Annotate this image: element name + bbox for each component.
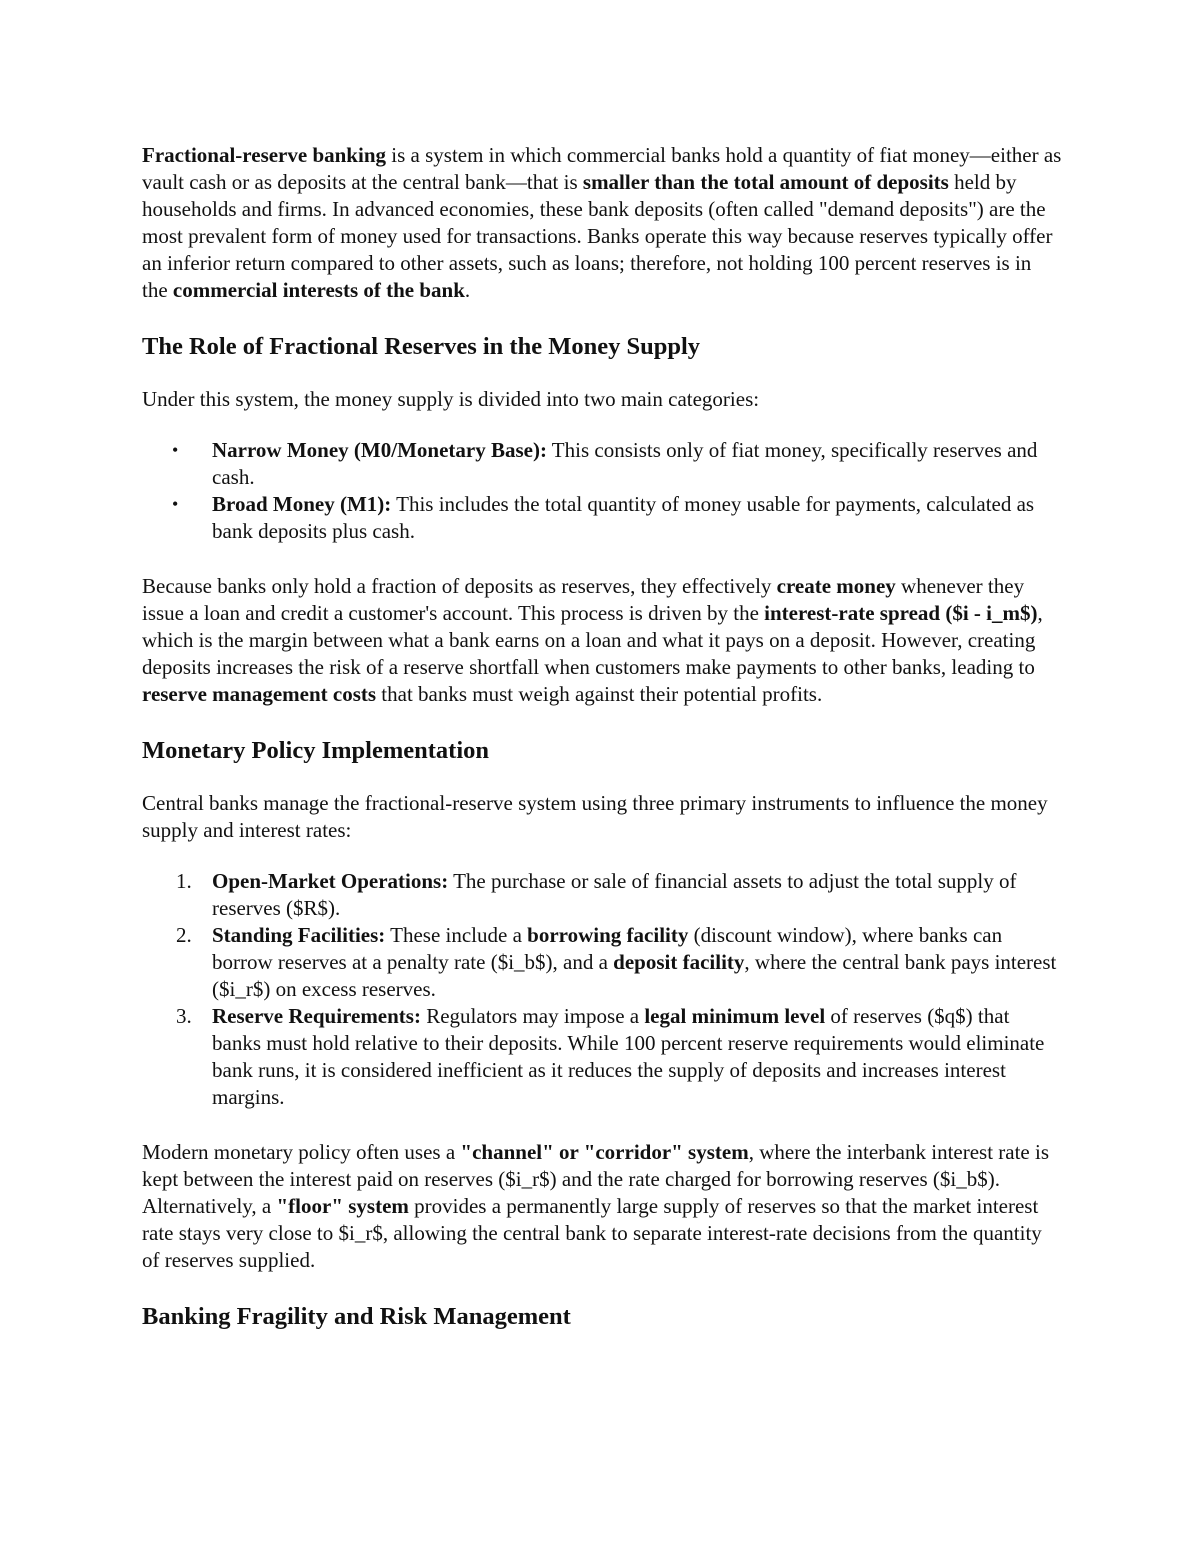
list-item-open-market: 1. Open-Market Operations: The purchase or sale of financial assets to adjust the total supply of reserves ($R$).	[176, 869, 1017, 920]
bullet-icon: •	[172, 494, 179, 514]
bullet-icon: •	[172, 440, 179, 460]
corridor-floor-paragraph: Modern monetary policy often uses a "channel" or "corridor" system, where the interbank interest rate is kept between the interest paid on reserves ($i_r$) and the rate charged for borrowing reserves ($i_b$). Alternatively, a "floor" system provides a permanently large supply of reserves so that the market interest rate stays very close to $i_r$, allowing the central bank to separate interest-rate decisions from the quantity of reserves supplied.	[142, 1140, 1050, 1272]
list-item-reserve-requirements: 3. Reserve Requirements: Regulators may impose a legal minimum level of reserves ($q$) that banks must hold relative to their deposits. While 100 percent reserve requirements would eliminate bank runs, it is considered inefficient as it reduces the supply of deposits and increases interest margins.	[176, 1004, 1045, 1109]
money-creation-paragraph: Because banks only hold a fraction of deposits as reserves, they effectively create money whenever they issue a loan and credit a customer's account. This process is driven by the interest-rate spread ($i - i_m$), which is the margin between what a bank earns on a loan and what it pays on a deposit. However, creating deposits increases the risk of a reserve shortfall when customers make payments to other banks, leading to reserve management costs that banks must weigh against their potential profits.	[142, 574, 1043, 706]
list-item-standing-facilities: 2. Standing Facilities: These include a borrowing facility (discount window), where banks can borrow reserves at a penalty rate ($i_b$), and a deposit facility, where the central bank pays interest ($i_r$) on excess reserves.	[176, 923, 1057, 1001]
money-supply-intro: Under this system, the money supply is divided into two main categories:	[142, 387, 760, 411]
section-heading-monetary-policy: Monetary Policy Implementation	[142, 737, 490, 764]
instruments-list	[142, 868, 1062, 1111]
document-page	[142, 142, 1062, 1332]
list-item-broad-money: • Broad Money (M1): This includes the total quantity of money usable for payments, calculated as bank deposits plus cash.	[172, 492, 1035, 543]
section-heading-money-supply: The Role of Fractional Reserves in the Money Supply	[142, 333, 701, 360]
list-item-narrow-money: • Narrow Money (M0/Monetary Base): This consists only of fiat money, specifically reserves and cash.	[172, 438, 1038, 489]
money-categories-list	[142, 437, 1062, 545]
monetary-policy-intro: Central banks manage the fractional-reserve system using three primary instruments to influence the money supply and interest rates:	[142, 791, 1048, 842]
section-heading-banking-fragility: Banking Fragility and Risk Management	[142, 1303, 571, 1330]
intro-paragraph: Fractional-reserve banking is a system in which commercial banks hold a quantity of fiat money—either as vault cash or as deposits at the central bank—that is smaller than the total amount of deposits held by households and firms. In advanced economies, these bank deposits (often called "demand deposits") are the most prevalent form of money used for transactions. Banks operate this way because reserves typically offer an inferior return compared to other assets, such as loans; therefore, not holding 100 percent reserves is in the commercial interests of the bank.	[142, 143, 1062, 302]
intro-term: Fractional-reserve banking	[142, 143, 387, 167]
